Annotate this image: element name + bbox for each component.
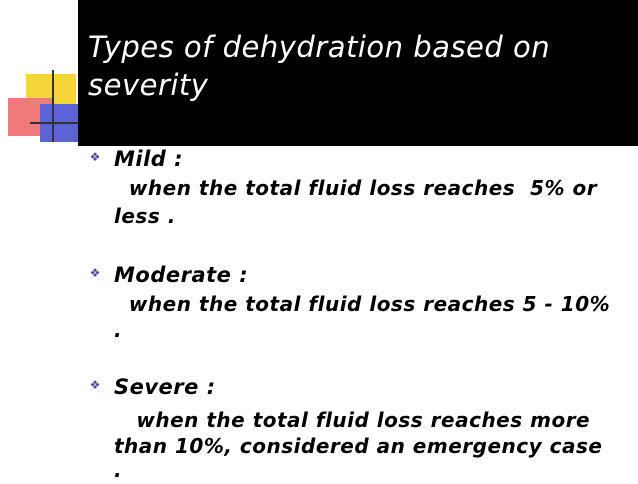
item-description-line-1: when the total fluid loss reaches 5% or [114,176,598,200]
item-description-line-1: when the total fluid loss reaches more [114,408,591,432]
item-description-line-2: . [114,318,123,342]
decorative-vertical-line [52,70,54,142]
slide-title-line-2: severity [88,68,209,102]
item-description-line-3: . [114,458,123,482]
item-description-line-2: than 10%, considered an emergency case [114,434,603,458]
slide-title [88,28,628,104]
item-heading: Severe : [114,375,216,399]
slide-title-line-1: Types of dehydration based on [88,30,551,64]
item-heading: Mild : [114,147,184,171]
item-heading: Moderate : [114,263,249,287]
item-description-line-1: when the total fluid loss reaches 5 - 10% [114,292,611,316]
diamond-bullet-icon: ❖ [89,150,101,164]
diamond-bullet-icon: ❖ [89,266,101,280]
diamond-bullet-icon: ❖ [89,378,101,392]
decorative-horizontal-line [30,122,80,124]
item-description-line-2: less . [114,204,176,228]
